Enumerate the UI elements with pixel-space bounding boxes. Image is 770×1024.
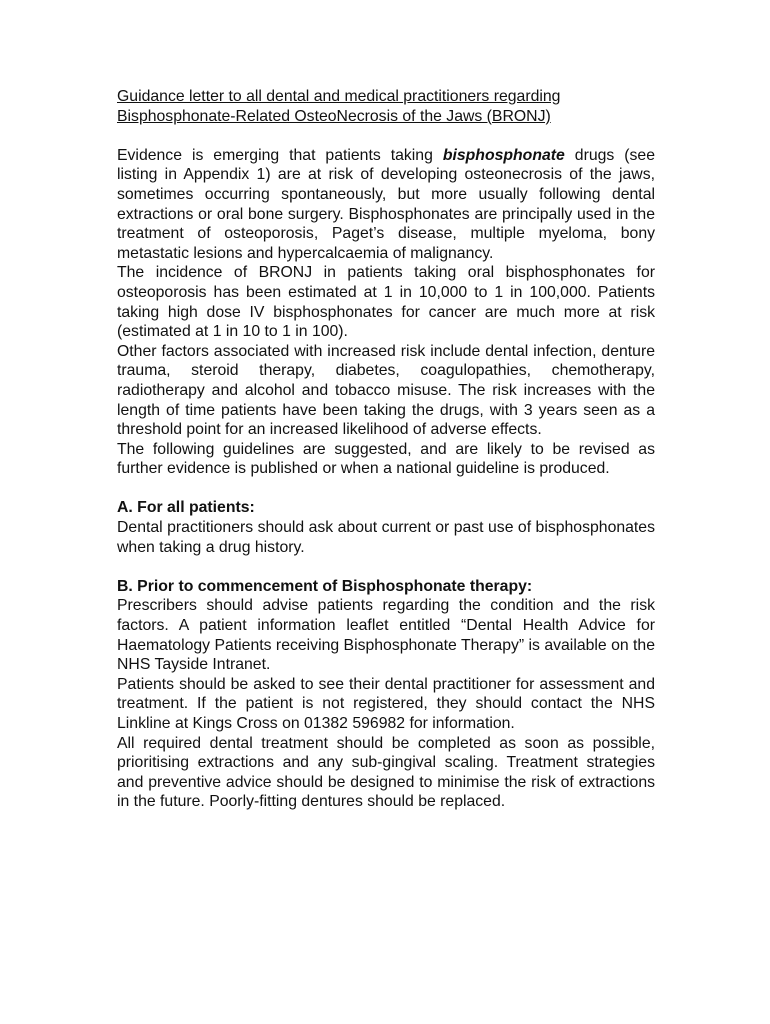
intro-text-continued: drugs (see listing in Appendix 1) are at risk of developing osteonecrosis of the jaws, sometimes occurring spontaneously, but more usually following dental extractions or oral bone surgery. Bisphosphonates are principally used in the treatment of osteoporosis, Paget’s disease, multiple myeloma, bony metastatic lesions and hypercalcaemia of malignancy. xyxy=(117,146,655,262)
document-title xyxy=(117,87,655,126)
intro-paragraph-3: Other factors associated with increased risk include dental infection, denture trauma, steroid therapy, diabetes, coagulopathies, chemotherapy, radiotherapy and alcohol and tobacco misuse. The risk increases with the length of time patients have been taking the drugs, with 3 years seen as a threshold point for an increased likelihood of adverse effects. xyxy=(117,342,655,439)
spacer xyxy=(117,479,655,499)
section-b-paragraph-2: Patients should be asked to see their dental practitioner for assessment and treatment. If the patient is not registered, they should contact the NHS Linkline at Kings Cross on 01382 596982 for information. xyxy=(117,675,655,732)
section-a-heading: A. For all patients: xyxy=(117,499,255,517)
intro-paragraph-4: The following guidelines are suggested, and are likely to be revised as further evidence is published or when a national guideline is produced. xyxy=(117,440,655,478)
intro-paragraph-2: The incidence of BRONJ in patients taking oral bisphosphonates for osteoporosis has been estimated at 1 in 10,000 to 1 in 100,000. Patients taking high dose IV bisphosphonates for cancer are much more at risk (estimated at 1 in 10 to 1 in 100). xyxy=(117,264,655,341)
intro-paragraph-1 xyxy=(117,146,655,264)
document-page xyxy=(117,87,655,812)
title-line-2: Bisphosphonate-Related OsteoNecrosis of the Jaws (BRONJ) xyxy=(117,107,551,125)
spacer xyxy=(117,126,655,146)
intro-text: Evidence is emerging that patients taking xyxy=(117,146,443,164)
section-b-paragraph-1: Prescribers should advise patients regarding the condition and the risk factors. A patient information leaflet entitled “Dental Health Advice for Haematology Patients receiving Bisphosphonate Therapy” is available on the NHS Tayside Intranet. xyxy=(117,597,656,674)
title-line-1: Guidance letter to all dental and medical practitioners regarding xyxy=(117,88,561,105)
section-a-paragraph: Dental practitioners should ask about current or past use of bisphosphonates when taking a drug history. xyxy=(117,519,655,556)
bisphosphonate-emphasis: bisphosphonate xyxy=(442,146,565,164)
section-b-paragraph-3: All required dental treatment should be completed as soon as possible, prioritising extractions and any sub-gingival scaling. Treatment strategies and preventive advice should be designed to minimise the risk of extractions in the future. Poorly-fitting dentures should be replaced. xyxy=(117,734,655,811)
spacer xyxy=(117,557,655,577)
section-b-heading: B. Prior to commencement of Bisphosphonate therapy: xyxy=(117,577,533,595)
